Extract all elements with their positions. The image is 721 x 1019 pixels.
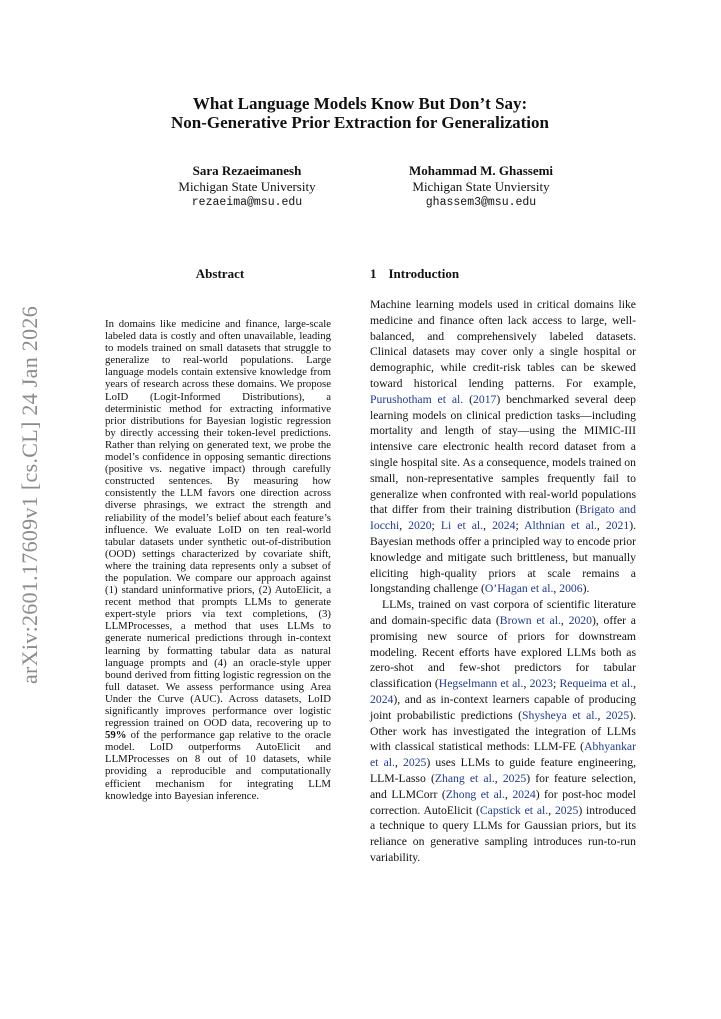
- abstract-heading: Abstract: [195, 266, 245, 281]
- paragraph-text: ,: [553, 582, 560, 596]
- paragraph-text: ,: [548, 803, 555, 817]
- section-heading-introduction: [370, 266, 459, 282]
- author-name: Sara Rezaeimanesh: [192, 163, 302, 178]
- author-block-2: [361, 163, 601, 211]
- citation-link[interactable]: Requeima et al.: [559, 677, 634, 691]
- paragraph-text: ,: [633, 677, 637, 691]
- citation-link[interactable]: 2024: [370, 692, 394, 706]
- paragraph-text: ), and as in-context learners capable of producing joint probabilistic predictions (: [370, 692, 636, 722]
- title-line-2: Non-Generative Prior Extraction for Generalization: [170, 113, 549, 132]
- citation-link[interactable]: 2020: [408, 519, 432, 533]
- citation-link[interactable]: Purushotham et al.: [370, 392, 464, 406]
- section-number: 1: [370, 266, 377, 281]
- paragraph-text: ) uses LLMs to guide feature engineering, LLM-Lasso (: [370, 756, 637, 785]
- paragraph-text: ,: [394, 756, 403, 770]
- arxiv-stamp: [10, 300, 50, 690]
- paragraph-text: Machine learning models used in critical domains like medicine and finance often lack access to large, well-balanced, and comprehensively labeled datasets. Clinical datasets may cover only a single hospital or demographic, while credit-risk tables can be skewed toward historical lending patterns. For example,: [370, 298, 636, 390]
- citation-link[interactable]: Abhyankar et al.: [370, 740, 636, 770]
- citation-link[interactable]: 2024: [512, 787, 536, 801]
- section-title: Introduction: [388, 266, 460, 281]
- citation-link[interactable]: 2021: [605, 519, 630, 533]
- citation-link[interactable]: 2025: [554, 803, 579, 817]
- citation-link[interactable]: 2023: [529, 677, 553, 691]
- paragraph-text: ) for post-hoc model correction. AutoElicit (: [370, 787, 637, 817]
- paragraph-text: ). Bayesian methods offer a principled way to encode prior knowledge and mitigate such brittleness, but manually eliciting high-quality priors at scale remains a longstanding challenge (: [370, 519, 637, 596]
- paragraph-text: ) benchmarked several deep learning models on clinical prediction tasks—including mortality and length of stay—using the MIMIC-III intensive care electronic health record dataset from a single hospital site. As a consequence, models trained on small, non-representative samples frequently fail to generalize when confronted with real-world populations that differ from their training distribution (: [370, 392, 636, 517]
- paragraph-text: ,: [560, 613, 569, 627]
- paragraph-text: ,: [597, 708, 606, 722]
- citation-link[interactable]: Shysheya et al.: [521, 708, 598, 722]
- citation-link[interactable]: 2006: [559, 582, 583, 596]
- paragraph-text: ;: [431, 519, 441, 533]
- author-email: rezaeima@msu.edu: [191, 196, 303, 209]
- citation-link[interactable]: Zhong et al.: [445, 787, 505, 801]
- citation-link[interactable]: 2024: [492, 519, 516, 533]
- citation-link[interactable]: Althnian et al.: [524, 519, 597, 533]
- author-block-1: [127, 163, 367, 211]
- citation-link[interactable]: 2017: [473, 392, 497, 406]
- citation-link[interactable]: 2020: [568, 613, 592, 627]
- author-name: Mohammad M. Ghassemi: [408, 163, 554, 178]
- citation-link[interactable]: Zhang et al.: [434, 771, 495, 785]
- author-email: ghassem3@msu.edu: [425, 196, 537, 209]
- intro-paragraph-1: [370, 297, 636, 597]
- paragraph-text: LLMs, trained on vast corpora of scientific literature and domain-specific data (: [370, 598, 636, 627]
- citation-link[interactable]: Hegselmann et al.: [438, 677, 524, 691]
- citation-link[interactable]: 2025: [502, 771, 527, 785]
- abstract-text-part-1: In domains like medicine and finance, large-scale labeled data is costly and often unavailable, leading to models trained on small datasets that struggle to generalize to real-world populations. Large language models contain extensive knowledge from years of research across these domains. We propose LoID (Logit-Informed Distributions), a deterministic method for extracting informative prior distributions for Bayesian logistic regression by directly accessing their token-level predictions. Rather than relying on generated text, we probe the model’s confidence in opposing semantic directions (positive vs. negative impact) through carefully constructed sentences. By measuring how consistently the LLM favors one direction across diverse phrasings, we extract the strength and reliability of the model’s belief about each feature’s influence. We evaluate LoID on ten real-world tabular datasets under synthetic out-of-distribution (OOD) settings characterized by covariate shift, where the training data represents only a subset of the population. We compare our approach against (1) standard uninformative priors, (2) AutoElicit, a recent method that prompts LLMs to generate expert-style priors via text completions, (3) LLMProcesses, a method that uses LLMs to generate numerical predictions through in-context learning by formatting tabular data as natural language prompts and (4) an oracle-style upper bound derived from fitting logistic regression on the full dataset. We assess performance using Area Under the Curve (AUC). Across datasets, LoID significantly improves performance over logistic regression trained on OOD data, recovering up to: [105, 318, 331, 730]
- abstract-highlight: 59%: [105, 729, 127, 742]
- paragraph-text: ) introduced a technique to query LLMs for Gaussian priors, but its reliance on generative sampling introduces run-to-run variability.: [370, 803, 637, 864]
- paragraph-text: ;: [552, 677, 560, 691]
- paragraph-text: ,: [596, 519, 606, 533]
- introduction-body: [370, 297, 636, 866]
- author-affiliation: Michigan State University: [178, 179, 316, 194]
- paragraph-text: ;: [515, 519, 525, 533]
- paragraph-text: ).: [582, 582, 590, 596]
- citation-link[interactable]: Brigato and Iocchi: [370, 503, 636, 533]
- paragraph-text: ,: [504, 787, 513, 801]
- citation-link[interactable]: Li et al.: [440, 519, 484, 533]
- citation-link[interactable]: 2025: [403, 756, 427, 770]
- citation-link[interactable]: Capstick et al.: [479, 803, 549, 817]
- intro-paragraph-2: [370, 597, 636, 866]
- paragraph-text: ). Other work has investigated the integration of LLMs with classical statistical methods: LLM-FE (: [370, 708, 637, 754]
- title-line-1: What Language Models Know But Don’t Say:: [192, 94, 528, 113]
- paragraph-text: ), offer a promising new source of priors for downstream modeling. Recent efforts have explored LLMs both as zero-shot and few-shot predictors for tabular classification (: [370, 613, 636, 691]
- abstract-text-part-2: of the performance gap relative to the oracle model. LoID outperforms AutoElicit and LLMProcesses on 8 out of 10 datasets, while providing a reproducible and computationally efficient mechanism for integrating LLM knowledge into Bayesian inference.: [105, 729, 331, 802]
- paragraph-text: ,: [483, 519, 493, 533]
- citation-link[interactable]: 2025: [605, 708, 630, 722]
- abstract-body: [105, 318, 331, 802]
- citation-link[interactable]: Brown et al.: [499, 613, 561, 627]
- paragraph-text: (: [463, 392, 473, 406]
- paragraph-text: ,: [523, 677, 530, 691]
- author-affiliation: Michigan State Unviersity: [412, 179, 550, 194]
- paragraph-text: ,: [399, 519, 409, 533]
- paragraph-text: ,: [494, 771, 503, 785]
- citation-link[interactable]: O’Hagan et al.: [484, 582, 554, 596]
- paragraph-text: ) for feature selection, and LLMCorr (: [370, 771, 637, 801]
- arxiv-stamp-text: arXiv:2601.17609v1 [cs.CL] 24 Jan 2026: [17, 305, 42, 685]
- paper-title: [100, 94, 620, 132]
